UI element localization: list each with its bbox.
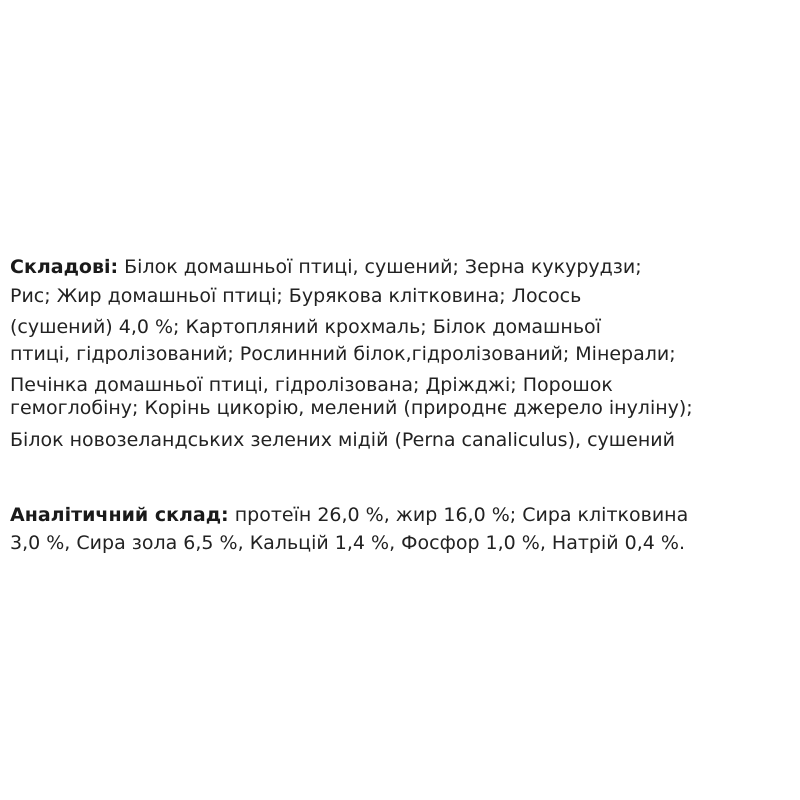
composition-line-1: [10, 258, 642, 277]
composition-line-5: Печінка домашньої птиці, гідролізована; Дріжджі; Порошок: [10, 374, 613, 396]
analytical-line-1: [10, 506, 688, 525]
composition-line-7: Білок новозеландських зелених мідій (Perna canaliculus), сушений: [10, 429, 675, 451]
analytical-line-2: 3,0 %, Сира зола 6,5 %, Кальцій 1,4 %, Фосфор 1,0 %, Натрій 0,4 %.: [10, 532, 686, 554]
composition-text: Білок домашньої птиці, сушений; Зерна кукурудзи;: [118, 256, 642, 278]
composition-line-6: гемоглобіну; Корінь цикорію, мелений (природнє джерело інуліну);: [10, 397, 693, 419]
composition-line-4: птиці, гідролізований; Рослинний білок,гідролізований; Мінерали;: [10, 343, 676, 365]
composition-label: Складові:: [10, 256, 119, 278]
composition-line-3: (сушений) 4,0 %; Картопляний крохмаль; Білок домашньої: [10, 316, 601, 338]
composition-line-2: Рис; Жир домашньої птиці; Бурякова клітковина; Лосось: [10, 285, 582, 307]
analytical-text: протеїн 26,0 %, жир 16,0 %; Сира клітковина: [228, 504, 689, 526]
analytical-label: Аналітичний склад:: [10, 504, 229, 526]
